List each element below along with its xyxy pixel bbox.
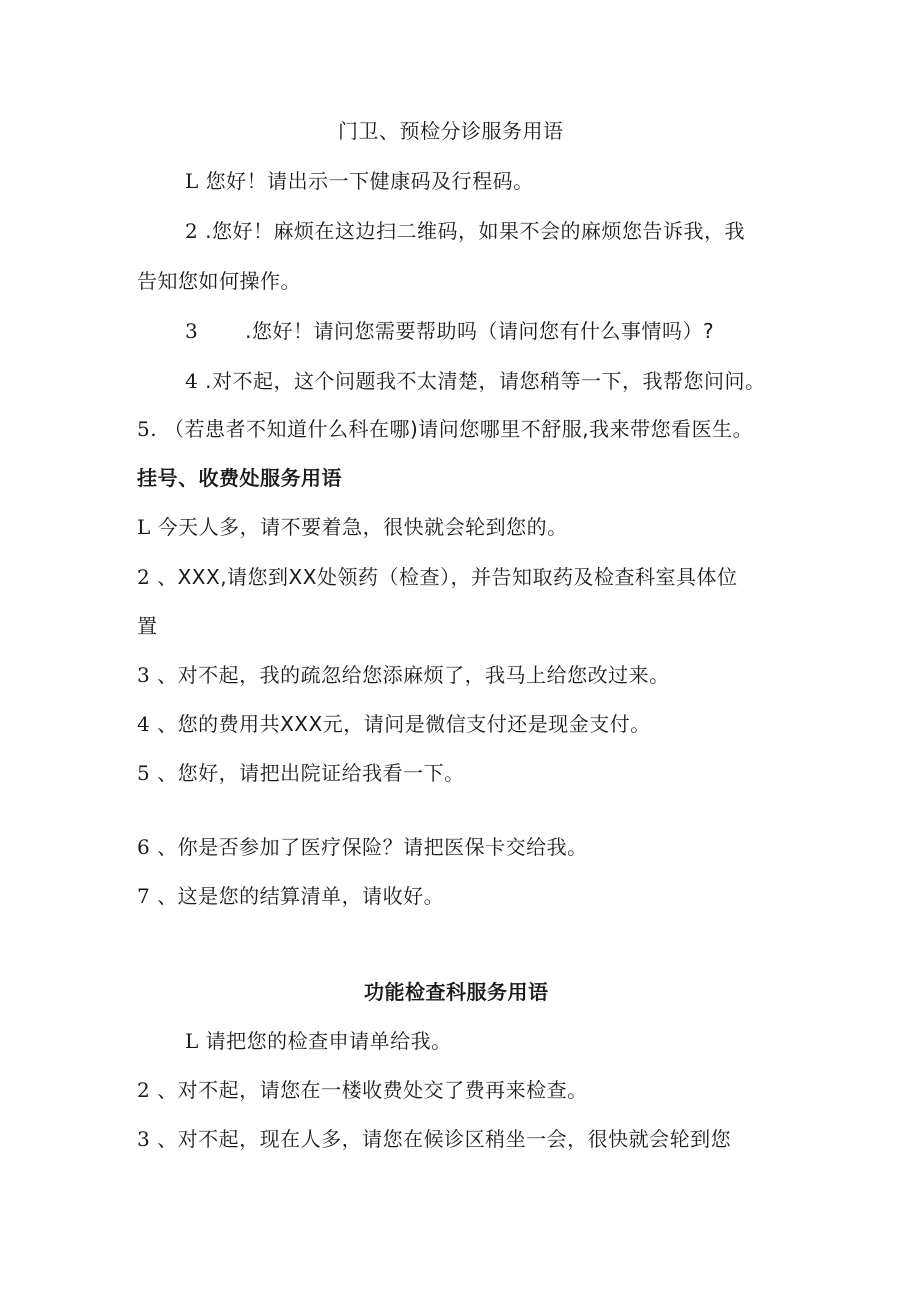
item-text: 请把您的检查申请单给我。 xyxy=(205,1029,452,1053)
item-text: 、这是您的结算清单，请收好。 xyxy=(157,884,445,908)
list-item xyxy=(137,834,588,860)
item-number: 3 xyxy=(137,1127,151,1151)
item-number: L xyxy=(137,515,151,539)
item-text: 、您的费用共XXX元，请问是微信支付还是现金支付。 xyxy=(157,712,651,736)
item-text: 今天人多，请不要着急，很快就会轮到您的。 xyxy=(157,515,568,539)
item-number: 2 xyxy=(185,219,199,243)
item-text: 、XXX,请您到XX处领药（检查），并告知取药及检查科室具体位 xyxy=(157,565,738,589)
item-number: 4 xyxy=(137,712,151,736)
section-title: 功能检查科服务用语 xyxy=(364,980,549,1004)
section-title: 挂号、收费处服务用语 xyxy=(137,466,342,490)
list-item xyxy=(185,1028,452,1054)
item-text: .对不起，这个问题我不太清楚，请您稍等一下，我帮您问问。 xyxy=(205,369,766,393)
item-number: 3 xyxy=(137,663,151,687)
list-item xyxy=(137,883,444,909)
list-item xyxy=(137,564,737,590)
list-item xyxy=(185,218,745,244)
item-number: 3 xyxy=(185,319,199,343)
item-text: 、对不起，现在人多，请您在候诊区稍坐一会，很快就会轮到您 xyxy=(157,1127,732,1151)
item-number: 5 xyxy=(137,761,151,785)
list-item-continuation: 置 xyxy=(137,614,158,638)
item-number: L xyxy=(185,169,199,193)
item-text: .您好！麻烦在这边扫二维码，如果不会的麻烦您告诉我，我 xyxy=(205,219,745,243)
list-item xyxy=(137,711,651,737)
item-text: .您好！请问您需要帮助吗（请问您有什么事情吗）? xyxy=(245,319,715,343)
list-item xyxy=(185,168,534,194)
section-title: 门卫、预检分诊服务用语 xyxy=(338,119,564,143)
list-item xyxy=(137,1077,588,1103)
list-item xyxy=(137,416,753,442)
item-number: L xyxy=(185,1029,199,1053)
item-text: 、你是否参加了医疗保险？请把医保卡交给我。 xyxy=(157,835,588,859)
item-number: 4 xyxy=(185,369,199,393)
list-item xyxy=(137,1126,731,1152)
item-number: 6 xyxy=(137,835,151,859)
item-number: 7 xyxy=(137,884,151,908)
list-item xyxy=(185,368,765,394)
item-number: 2 xyxy=(137,1078,151,1102)
list-item-continuation: 告知您如何操作。 xyxy=(137,269,301,293)
list-item xyxy=(185,318,714,344)
list-item xyxy=(137,760,465,786)
item-number: 5. xyxy=(137,417,158,441)
item-text: 您好！请出示一下健康码及行程码。 xyxy=(205,169,534,193)
item-text: （若患者不知道什么科在哪)请问您哪里不舒服,我来带您看医生。 xyxy=(163,417,754,441)
item-text: 、您好，请把出院证给我看一下。 xyxy=(157,761,465,785)
list-item xyxy=(137,514,568,540)
item-text: 、对不起，我的疏忽给您添麻烦了，我马上给您改过来。 xyxy=(157,663,670,687)
item-number: 2 xyxy=(137,565,151,589)
item-text: 、对不起，请您在一楼收费处交了费再来检查。 xyxy=(157,1078,588,1102)
list-item xyxy=(137,662,670,688)
